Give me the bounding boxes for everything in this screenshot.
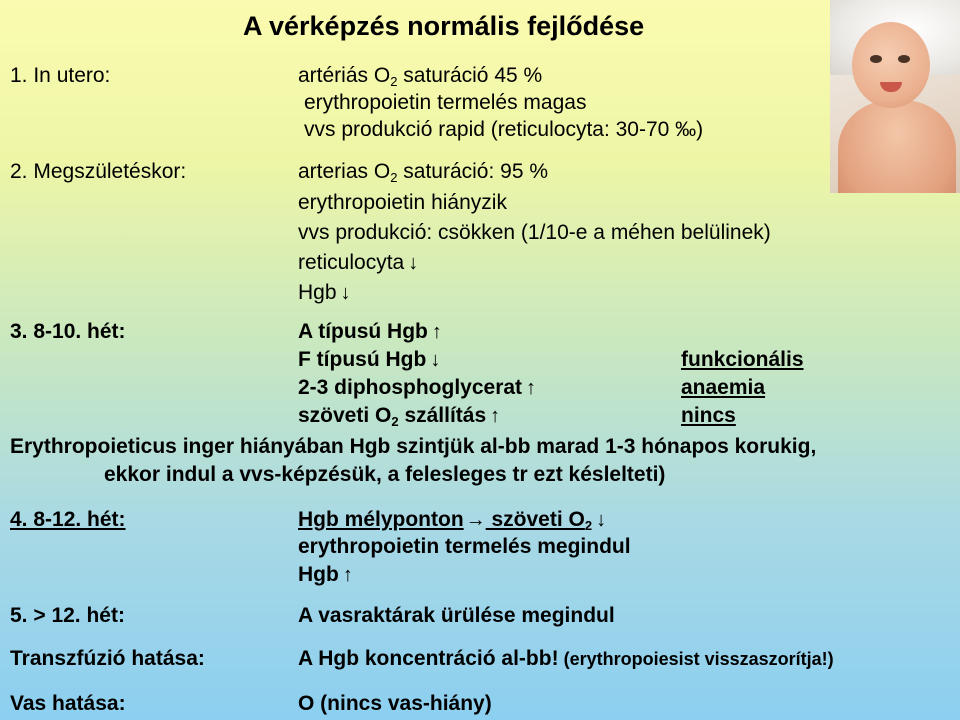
section-3-note-2: anaemia (681, 376, 766, 399)
baby-eye-right (898, 55, 910, 63)
section-2-line-3: vvs produkció: csökken (1/10-e a méhen belülinek) (298, 221, 771, 244)
section-1-line-2: erythropoietin termelés magas (304, 91, 587, 114)
down-arrow-icon: ↓ (408, 252, 419, 274)
section-2-line-4: reticulocyta ↓ (298, 251, 419, 274)
up-arrow-icon: ↑ (490, 405, 501, 427)
section-4-line-2: erythropoietin termelés megindul (298, 535, 631, 558)
section-5-label: 5. > 12. hét: (10, 604, 125, 627)
section-2-line-1: arterias $O_2$ saturáció: 95 % (298, 160, 549, 185)
section-7-label: Vas hatása: (10, 692, 126, 715)
note-line-2: ekkor indul a vvs-képzésük, a felesleges tr ezt késlelteti) (104, 463, 666, 486)
down-arrow-icon: ↓ (430, 349, 441, 371)
section-1-line-3: vvs produkció rapid (reticulocyta: 30-70 ‰) (304, 118, 704, 141)
section-1-label: 1. In utero: (10, 64, 111, 87)
up-arrow-icon: ↑ (342, 564, 353, 586)
section-6-label: Transzfúzió hatása: (10, 647, 205, 670)
up-arrow-icon: ↑ (431, 321, 442, 343)
section-3-note-1: funkcionális (681, 348, 804, 371)
section-4-line-3: Hgb ↑ (298, 563, 353, 586)
section-3-note-3: nincs (681, 404, 736, 427)
section-2-label: 2. Megszületéskor: (10, 160, 187, 183)
baby-eye-left (870, 55, 882, 63)
section-3-line-1: A típusú Hgb ↑ (298, 320, 442, 343)
section-3-line-4: szöveti $O_2$ szállítás ↑ (298, 404, 501, 429)
section-4-line-1: Hgb mélyponton → szöveti $O_2$ ↓ (298, 508, 607, 533)
down-arrow-icon: ↓ (596, 509, 607, 531)
section-5-line-1: A vasraktárak ürülése megindul (298, 604, 615, 627)
section-1-line-1: artériás $O_2$ saturáció 45 % (298, 64, 543, 89)
baby-photo (830, 0, 960, 193)
section-4-label: 4. 8-12. hét: (10, 508, 126, 531)
note-line-1: Erythropoieticus inger hiányában Hgb szintjük al-bb marad 1-3 hónapos korukig, (10, 435, 817, 458)
section-3-line-3: 2-3 diphosphoglycerat ↑ (298, 376, 537, 399)
section-2-line-5: Hgb ↓ (298, 281, 351, 304)
right-arrow-icon: → (465, 509, 486, 531)
down-arrow-icon: ↓ (340, 282, 351, 304)
section-6-line-1: A Hgb koncentráció al-bb! (erythropoiesist visszaszorítja!) (298, 647, 834, 670)
baby-body-shape (838, 100, 956, 193)
section-3-label: 3. 8-10. hét: (10, 320, 126, 343)
baby-head-shape (852, 22, 930, 108)
page-title: A vérképzés normális fejlődése (243, 11, 645, 41)
section-2-line-2: erythropoietin hiányzik (298, 191, 507, 214)
section-3-line-2: F típusú Hgb ↓ (298, 348, 441, 371)
up-arrow-icon: ↑ (526, 377, 537, 399)
section-7-line-1: O (nincs vas-hiány) (298, 692, 492, 715)
